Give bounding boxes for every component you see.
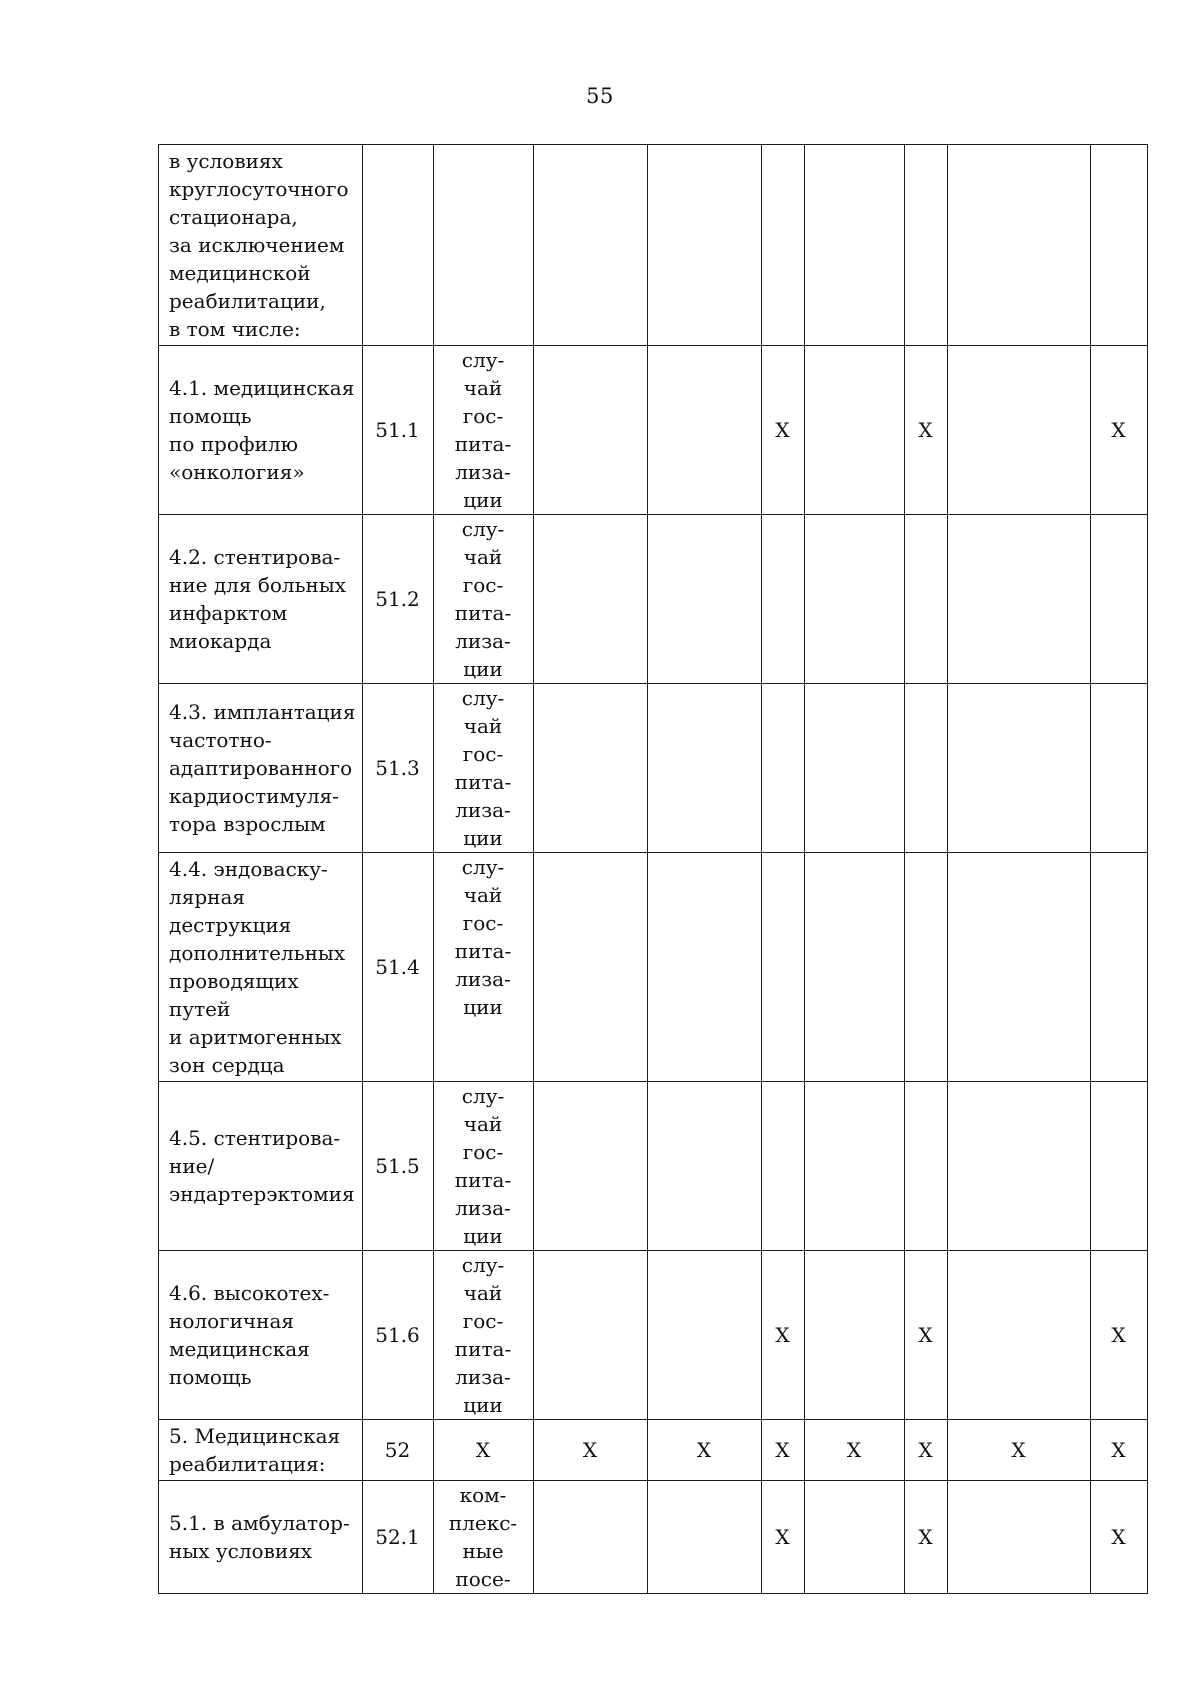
- row-name-line: тора взрослым: [169, 812, 326, 836]
- row-unit-line: гос-: [462, 1140, 504, 1164]
- value-cell: [533, 1251, 647, 1420]
- row-unit-line: слу-: [461, 517, 505, 541]
- value-cell: Х: [1090, 1420, 1147, 1481]
- row-name-line: 5.1. в амбулатор-: [169, 1511, 350, 1535]
- row-name-line: в том числе:: [169, 317, 301, 341]
- value-cell: [947, 1251, 1090, 1420]
- row-unit-line: гос-: [462, 742, 504, 766]
- row-name-line: «онкология»: [169, 460, 305, 484]
- row-code-cell: 51.3: [362, 684, 433, 853]
- value-cell: Х: [647, 1420, 761, 1481]
- row-unit-line: чай: [463, 1281, 503, 1305]
- value-cell: [904, 515, 947, 684]
- value-cell: [804, 145, 904, 346]
- value-cell: Х: [904, 1420, 947, 1481]
- table-row: [159, 145, 1148, 346]
- row-name-line: 4.3. имплантация: [169, 700, 356, 724]
- table-row: [159, 684, 1148, 853]
- row-name-line: ных условиях: [169, 1539, 313, 1563]
- table-row: [159, 853, 1148, 1082]
- value-cell: [947, 1481, 1090, 1594]
- row-name-line: эндартерэктомия: [169, 1182, 355, 1206]
- value-cell: [533, 684, 647, 853]
- row-name-line: круглосуточного: [169, 177, 349, 201]
- row-name-line: адаптированного: [169, 756, 353, 780]
- row-unit-cell: [433, 1481, 533, 1594]
- row-code-cell: 51.4: [362, 853, 433, 1082]
- row-unit-cell: [433, 1420, 533, 1481]
- value-cell: [1090, 1082, 1147, 1251]
- row-name-line: 4.5. стентирова-: [169, 1126, 341, 1150]
- value-cell: [904, 853, 947, 1082]
- value-cell: [1090, 145, 1147, 346]
- value-cell: [947, 684, 1090, 853]
- row-name-cell: [159, 145, 363, 346]
- row-unit-line: пита-: [454, 1168, 512, 1192]
- row-code-cell: 52.1: [362, 1481, 433, 1594]
- value-cell: [947, 1082, 1090, 1251]
- row-unit-line: слу-: [461, 1253, 505, 1277]
- row-unit-line: лиза-: [455, 1365, 511, 1389]
- data-table: [158, 144, 1148, 1594]
- row-name-line: инфарктом: [169, 601, 288, 625]
- row-name-line: кардиостимуля-: [169, 784, 339, 808]
- row-name-cell: [159, 346, 363, 515]
- row-name-cell: [159, 1251, 363, 1420]
- value-cell: [647, 515, 761, 684]
- row-name-line: лярная: [169, 885, 245, 909]
- value-cell: [533, 853, 647, 1082]
- row-unit-line: ком-: [459, 1483, 507, 1507]
- value-cell: [761, 853, 804, 1082]
- value-cell: Х: [1090, 346, 1147, 515]
- row-unit-line: лиза-: [455, 629, 511, 653]
- row-name-cell: [159, 1481, 363, 1594]
- row-name-line: помощь: [169, 404, 252, 428]
- value-cell: [804, 1481, 904, 1594]
- value-cell: [647, 1481, 761, 1594]
- row-name-line: медицинской: [169, 261, 311, 285]
- value-cell: Х: [904, 1251, 947, 1420]
- value-cell: [904, 145, 947, 346]
- table-row: [159, 515, 1148, 684]
- value-cell: [533, 1082, 647, 1251]
- value-cell: Х: [761, 1251, 804, 1420]
- value-cell: Х: [1090, 1481, 1147, 1594]
- row-name-line: путей: [169, 997, 231, 1021]
- value-cell: [647, 1251, 761, 1420]
- row-unit-line: гос-: [462, 1309, 504, 1333]
- value-cell: Х: [1090, 1251, 1147, 1420]
- row-unit-line: лиза-: [455, 460, 511, 484]
- row-name-line: реабилитации,: [169, 289, 326, 313]
- value-cell: [1090, 853, 1147, 1082]
- page-number: 55: [586, 84, 614, 108]
- row-unit-line: Х: [475, 1438, 491, 1462]
- value-cell: [761, 684, 804, 853]
- row-unit-line: пита-: [454, 770, 512, 794]
- value-cell: Х: [904, 346, 947, 515]
- row-unit-line: лиза-: [455, 967, 511, 991]
- value-cell: [804, 684, 904, 853]
- row-unit-line: чай: [463, 1112, 503, 1136]
- value-cell: [647, 684, 761, 853]
- row-name-line: и аритмогенных: [169, 1025, 342, 1049]
- row-name-line: 4.6. высокотех-: [169, 1281, 330, 1305]
- value-cell: [804, 1082, 904, 1251]
- value-cell: Х: [533, 1420, 647, 1481]
- row-code-cell: 51.5: [362, 1082, 433, 1251]
- row-name-line: реабилитация:: [169, 1452, 326, 1476]
- table-row: [159, 1082, 1148, 1251]
- row-unit-line: чай: [463, 714, 503, 738]
- value-cell: [647, 853, 761, 1082]
- row-name-line: ние для больных: [169, 573, 347, 597]
- value-cell: [804, 346, 904, 515]
- value-cell: Х: [761, 1420, 804, 1481]
- row-unit-line: ции: [463, 1393, 503, 1417]
- row-name-line: стационара,: [169, 205, 298, 229]
- value-cell: [904, 684, 947, 853]
- row-name-cell: [159, 1420, 363, 1481]
- value-cell: [1090, 684, 1147, 853]
- row-unit-line: пита-: [454, 432, 512, 456]
- row-unit-line: пита-: [454, 1337, 512, 1361]
- row-unit-line: слу-: [461, 855, 505, 879]
- row-name-line: ние/: [169, 1154, 215, 1178]
- row-code-cell: [362, 145, 433, 346]
- row-name-line: частотно-: [169, 728, 272, 752]
- row-name-line: 4.2. стентирова-: [169, 545, 341, 569]
- row-name-cell: [159, 1082, 363, 1251]
- row-unit-cell: [433, 346, 533, 515]
- row-unit-line: пита-: [454, 939, 512, 963]
- row-name-line: медицинская: [169, 1337, 310, 1361]
- value-cell: [947, 145, 1090, 346]
- row-code-cell: 51.6: [362, 1251, 433, 1420]
- row-unit-line: плекс-: [448, 1511, 518, 1535]
- row-name-cell: [159, 853, 363, 1082]
- row-name-cell: [159, 515, 363, 684]
- row-unit-line: чай: [463, 883, 503, 907]
- row-name-line: проводящих: [169, 969, 299, 993]
- value-cell: Х: [761, 1481, 804, 1594]
- row-unit-cell: [433, 853, 533, 1082]
- table-body: [159, 145, 1148, 1594]
- row-unit-line: ции: [463, 826, 503, 850]
- row-unit-line: чай: [463, 376, 503, 400]
- row-name-line: миокарда: [169, 629, 272, 653]
- row-unit-line: ные: [462, 1539, 504, 1563]
- row-unit-line: ции: [463, 488, 503, 512]
- row-name-cell: [159, 684, 363, 853]
- value-cell: [647, 1082, 761, 1251]
- value-cell: [761, 145, 804, 346]
- value-cell: Х: [904, 1481, 947, 1594]
- table-row: [159, 1251, 1148, 1420]
- row-unit-line: лиза-: [455, 798, 511, 822]
- row-name-line: по профилю: [169, 432, 299, 456]
- value-cell: [947, 346, 1090, 515]
- row-name-line: деструкция: [169, 913, 292, 937]
- row-unit-cell: [433, 515, 533, 684]
- row-unit-line: слу-: [461, 348, 505, 372]
- row-unit-line: ции: [463, 1224, 503, 1248]
- row-unit-cell: [433, 684, 533, 853]
- row-name-line: 4.1. медицинская: [169, 376, 355, 400]
- row-code-cell: 51.1: [362, 346, 433, 515]
- row-unit-line: гос-: [462, 573, 504, 597]
- row-unit-line: посе-: [455, 1567, 511, 1591]
- row-unit-line: лиза-: [455, 1196, 511, 1220]
- row-unit-cell: [433, 1082, 533, 1251]
- row-unit-line: чай: [463, 545, 503, 569]
- row-unit-line: гос-: [462, 911, 504, 935]
- row-unit-cell: [433, 1251, 533, 1420]
- row-unit-line: гос-: [462, 404, 504, 428]
- row-name-line: нологичная: [169, 1309, 295, 1333]
- row-name-line: 5. Медицинская: [169, 1424, 341, 1448]
- value-cell: [761, 1082, 804, 1251]
- row-unit-line: ции: [463, 995, 503, 1019]
- value-cell: [533, 515, 647, 684]
- row-name-line: за исключением: [169, 233, 345, 257]
- value-cell: [647, 145, 761, 346]
- row-name-line: в условиях: [169, 149, 283, 173]
- value-cell: Х: [804, 1420, 904, 1481]
- value-cell: [647, 346, 761, 515]
- value-cell: [804, 853, 904, 1082]
- value-cell: [533, 1481, 647, 1594]
- table-row: [159, 1481, 1148, 1594]
- row-code-cell: 52: [362, 1420, 433, 1481]
- value-cell: [804, 515, 904, 684]
- row-name-line: 4.4. эндоваску-: [169, 857, 328, 881]
- row-unit-cell: [433, 145, 533, 346]
- value-cell: [947, 853, 1090, 1082]
- row-unit-line: слу-: [461, 686, 505, 710]
- row-name-line: зон сердца: [169, 1053, 285, 1077]
- row-unit-line: слу-: [461, 1084, 505, 1108]
- value-cell: [804, 1251, 904, 1420]
- value-cell: Х: [947, 1420, 1090, 1481]
- row-unit-line: ции: [463, 657, 503, 681]
- row-name-line: дополнительных: [169, 941, 346, 965]
- table-row: [159, 1420, 1148, 1481]
- value-cell: [1090, 515, 1147, 684]
- row-unit-line: пита-: [454, 601, 512, 625]
- row-name-line: помощь: [169, 1365, 252, 1389]
- row-code-cell: 51.2: [362, 515, 433, 684]
- table-row: [159, 346, 1148, 515]
- value-cell: [761, 515, 804, 684]
- value-cell: Х: [761, 346, 804, 515]
- value-cell: [533, 145, 647, 346]
- value-cell: [533, 346, 647, 515]
- value-cell: [947, 515, 1090, 684]
- value-cell: [904, 1082, 947, 1251]
